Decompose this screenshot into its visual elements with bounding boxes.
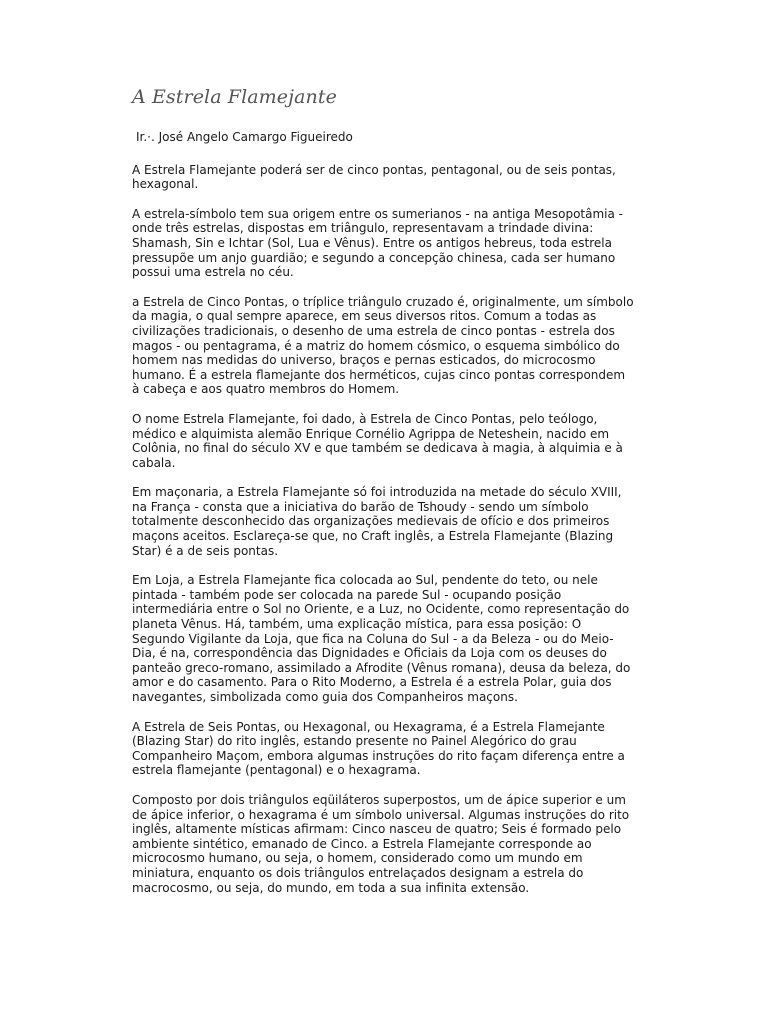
paragraph-5: Em maçonaria, a Estrela Flamejante só foi introduzida na metade do século XVIII, na França - consta que a iniciativa do barão de Tshoudy - sendo um símbolo totalmente desconhecido das organizações medievais de ofício e dos primeiros maçons aceitos. Esclareça-se que, no Craft inglês, a Estrela Flamejante (Blazing Star) é a de seis pontas.: [132, 485, 622, 558]
document-page: [132, 86, 634, 910]
paragraph-1: A Estrela Flamejante poderá ser de cinco pontas, pentagonal, ou de seis pontas, hexagonal.: [132, 162, 616, 192]
paragraph-3: a Estrela de Cinco Pontas, o tríplice triângulo cruzado é, originalmente, um símbolo da magia, o qual sempre aparece, em seus diversos ritos. Comum a todas as civilizações tradicionais, o desenho de uma estrela de cinco pontas - estrela dos magos - ou pentagrama, é a matriz do homem cósmico, o esquema simbólico do homem nas medidas do universo, braços e pernas esticados, do microcosmo humano. É a estrela flamejante dos herméticos, cujas cinco pontas correspondem à cabeça e aos quatro membros do Homem.: [132, 294, 634, 397]
paragraph-2: A estrela-símbolo tem sua origem entre os sumerianos - na antiga Mesopotâmia - onde três estrelas, dispostas em triângulo, representavam a trindade divina: Shamash, Sin e Ichtar (Sol, Lua e Vênus). Entre os antigos hebreus, toda estrela pressupõe um anjo guardião; e segundo a concepção chinesa, cada ser humano possui uma estrela no céu.: [132, 206, 623, 280]
author-line: Ir.·. José Angelo Camargo Figueiredo: [136, 130, 353, 144]
paragraph-8: Composto por dois triângulos eqüiláteros superpostos, um de ápice superior e um de ápice inferior, o hexagrama é um símbolo universal. Algumas instruções do rito inglês, altamente místicas afirmam: Cinco nasceu de quatro; Seis é formado pelo ambiente sintético, emanado de Cinco. a Estrela Flamejante corresponde ao microcosmo humano, ou seja, o homem, considerado como um mundo em miniatura, enquanto os dois triângulos entrelaçados designam a estrela do macrocosmo, ou seja, do mundo, em toda a sua infinita extensão.: [132, 792, 630, 895]
document-title: A Estrela Flamejante: [132, 86, 337, 108]
paragraph-4: O nome Estrela Flamejante, foi dado, à Estrela de Cinco Pontas, pelo teólogo, médico e alquimista alemão Enrique Cornélio Agrippa de Neteshein, nacido em Colônia, no final do século XV e que também se dedicava à magia, à alquimia e à cabala.: [132, 411, 623, 470]
paragraph-6: Em Loja, a Estrela Flamejante fica colocada ao Sul, pendente do teto, ou nele pintada - também pode ser colocada na parede Sul - ocupando posição intermediária entre o Sol no Oriente, e a Luz, no Ocidente, como representação do planeta Vênus. Há, também, uma explicação mística, para essa posição: O Segundo Vigilante da Loja, que fica na Coluna do Sul - a da Beleza - ou do Meio-Dia, é na, correspondência das Dignidades e Oficiais da Loja com os deuses do panteão greco-romano, assimilado a Afrodite (Vênus romana), deusa da beleza, do amor e do casamento. Para o Rito Moderno, a Estrela é a estrela Polar, guia dos navegantes, simbolizada como guia dos Companheiros maçons.: [132, 573, 631, 704]
paragraph-7: A Estrela de Seis Pontas, ou Hexagonal, ou Hexagrama, é a Estrela Flamejante (Blazing Star) do rito inglês, estando presente no Painel Alegórico do grau Companheiro Maçom, embora algumas instruções do rito façam diferença entre a estrela flamejante (pentagonal) e o hexagrama.: [132, 719, 625, 778]
